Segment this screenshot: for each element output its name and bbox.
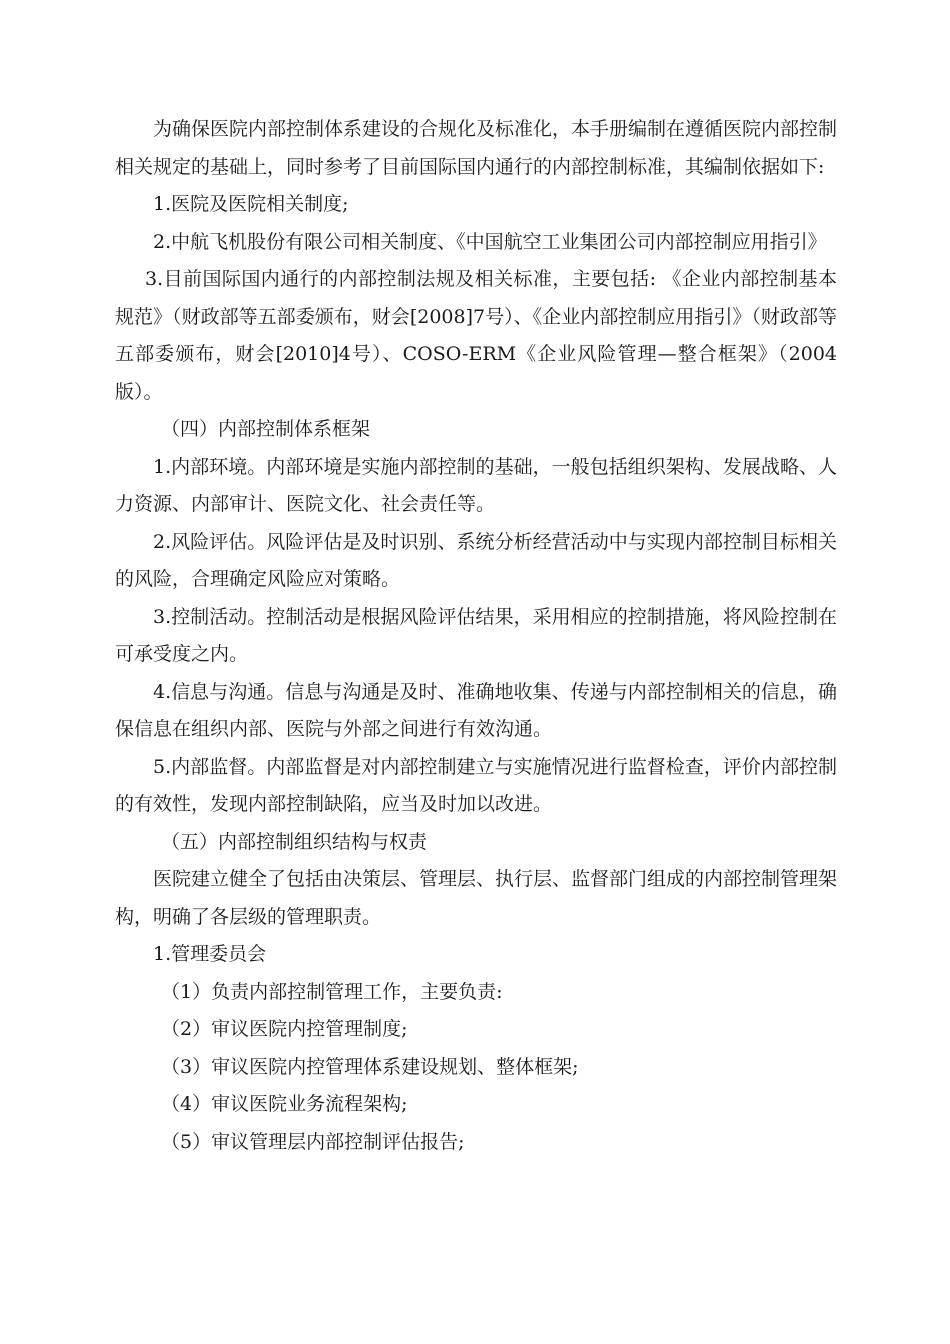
paragraph-framework-4: 4.信息与沟通。信息与沟通是及时、准确地收集、传递与内部控制相关的信息，确保信息在组织内部、医院与外部之间进行有效沟通。 bbox=[115, 680, 837, 740]
section-heading-framework: （四）内部控制体系框架 bbox=[161, 418, 371, 440]
list-item-duty-4: （4）审议医院业务流程架构; bbox=[161, 1093, 408, 1115]
paragraph-basis-3: 3.目前国际国内通行的内部控制法规及相关标准，主要包括: 《企业内部控制基本规范》（财政部等五部委颁布，财会[2008]7号）、《企业内部控制应用指引》（财政部等五部委颁布，财会[2010]4号）、COSO-ERM《企业风险管理—整合框架》（2004版）。 bbox=[115, 268, 837, 403]
paragraph-basis-2: 2.中航飞机股份有限公司相关制度、《中国航空工业集团公司内部控制应用指引》 bbox=[153, 230, 827, 253]
paragraph-framework-1: 1.内部环境。内部环境是实施内部控制的基础，一般包括组织架构、发展战略、人力资源、内部审计、医院文化、社会责任等。 bbox=[115, 455, 837, 515]
list-item-duty-2: （2）审议医院内控管理制度; bbox=[161, 1018, 408, 1040]
paragraph-committee-title: 1.管理委员会 bbox=[153, 943, 267, 965]
paragraph-basis-intro: 为确保医院内部控制体系建设的合规化及标准化，本手册编制在遵循医院内部控制相关规定的基础上，同时参考了目前国际国内通行的内部控制标准，其编制依据如下: bbox=[115, 118, 838, 178]
paragraph-basis-1: 1.医院及医院相关制度; bbox=[153, 193, 349, 215]
section-heading-organization: （五）内部控制组织结构与权责 bbox=[161, 830, 428, 853]
list-item-duty-5: （5）审议管理层内部控制评估报告; bbox=[161, 1130, 465, 1153]
document-body bbox=[115, 111, 837, 1161]
paragraph-framework-5: 5.内部监督。内部监督是对内部控制建立与实施情况进行监督检查，评价内部控制的有效性，发现内部控制缺陷，应当及时加以改进。 bbox=[115, 755, 837, 815]
paragraph-framework-3: 3.控制活动。控制活动是根据风险评估结果，采用相应的控制措施，将风险控制在可承受度之内。 bbox=[115, 605, 837, 665]
paragraph-organization-intro: 医院建立健全了包括由决策层、管理层、执行层、监督部门组成的内部控制管理架构，明确了各层级的管理职责。 bbox=[115, 868, 838, 928]
paragraph-framework-2: 2.风险评估。风险评估是及时识别、系统分析经营活动中与实现内部控制目标相关的风险，合理确定风险应对策略。 bbox=[115, 530, 837, 590]
list-item-duty-3: （3）审议医院内控管理体系建设规划、整体框架; bbox=[161, 1055, 579, 1078]
list-item-duty-1: （1）负责内部控制管理工作，主要负责: bbox=[161, 980, 503, 1003]
